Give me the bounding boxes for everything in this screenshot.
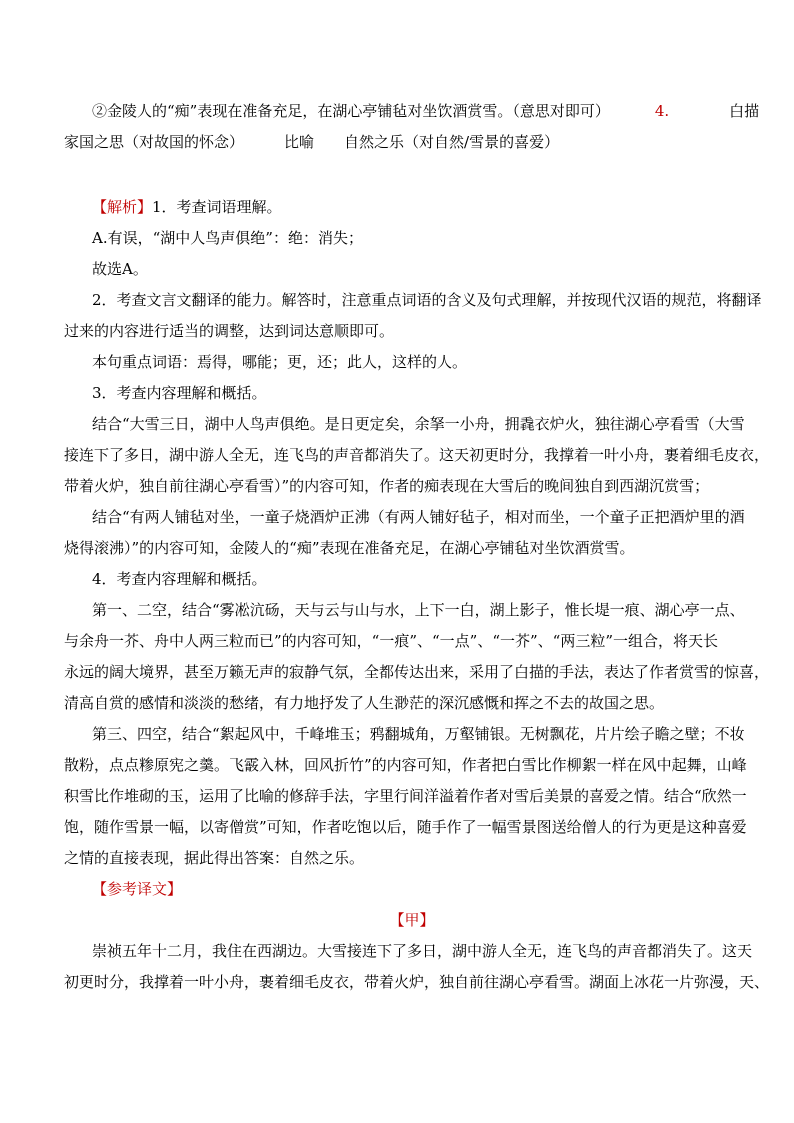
answer-4-blank-2: 家国之思（对故国的怀念） — [64, 133, 245, 151]
analysis-line: 饱，随作雪景一幅，以寄僧赏”可知，作者吃饱以后，随手作了一幅雪景图送给僧人的行为更是这种喜爱 — [64, 818, 747, 836]
analysis-line: 带着火炉，独自前往湖心亭看雪）”的内容可知，作者的痴表现在大雪后的晚间独自到西湖沉赏雪； — [64, 477, 710, 495]
translation-line: 初更时分，我撑着一叶小舟，裹着细毛皮衣，带着火炉，独自前往湖心亭看雪。湖面上冰花一片弥漫，天、 — [64, 973, 770, 991]
analysis-line: 与余舟一芥、舟中人两三粒而已”的内容可知，“一痕”、“一点”、“一芥”、“两三粒”一组合，将天长 — [64, 632, 719, 650]
analysis-line: 永远的阔大境界，甚至万籁无声的寂静气氛，全都传达出来，采用了白描的手法，表达了作者赏雪的惊喜， — [64, 663, 770, 681]
analysis-line: 散粉，点点糁原宪之羹。飞霰入林，回风折竹”的内容可知，作者把白雪比作柳絮一样在风中起舞，山峰 — [64, 756, 747, 774]
analysis-line: 之情的直接表现，据此得出答案：自然之乐。 — [64, 849, 365, 867]
answer-2-text: ②金陵人的“痴”表现在准备充足，在湖心亭铺毡对坐饮酒赏雪。（意思对即可） — [92, 102, 610, 120]
answer-line-3 — [0, 131, 794, 153]
analysis-label: 【解析】 — [92, 198, 153, 216]
analysis-line: 第一、二空，结合“雾凇沆砀，天与云与山与水，上下一白，湖上影子，惟长堤一痕、湖心亭一点、 — [92, 601, 745, 619]
answer-4-blank-1: 白描 — [729, 102, 760, 120]
translation-line: 崇祯五年十二月，我住在西湖边。大雪接连下了多日，湖中游人全无，连飞鸟的声音都消失了。这天 — [92, 942, 753, 960]
analysis-line: 第三、四空，结合“絮起风中，千峰堆玉；鸦翻城角，万壑铺银。无树飘花，片片绘子瞻之壁；不妆 — [92, 725, 745, 743]
analysis-line: 本句重点词语：焉得，哪能；更，还；此人，这样的人。 — [92, 353, 468, 371]
analysis-line: 结合“大雪三日，湖中人鸟声俱绝。是日更定矣，余拏一小舟，拥毳衣炉火，独往湖心亭看雪（大雪 — [92, 415, 745, 433]
analysis-line: 4．考查内容理解和概括。 — [92, 570, 267, 588]
analysis-line: 3．考查内容理解和概括。 — [92, 384, 267, 402]
answer-line-2 — [0, 100, 794, 122]
analysis-line: 过来的内容进行适当的调整，达到词达意顺即可。 — [64, 322, 395, 340]
analysis-line: 结合“有两人铺毡对坐，一童子烧酒炉正沸（有两人铺好毡子，相对而坐，一个童子正把酒炉里的酒 — [92, 508, 745, 526]
question-4-number: 4. — [654, 102, 670, 120]
analysis-heading — [0, 196, 794, 218]
answer-4-blank-4: 自然之乐（对自然/雪景的喜爱） — [344, 133, 560, 151]
translation-part-heading: 【甲】 — [389, 911, 435, 929]
answer-4-blank-3: 比喻 — [284, 133, 315, 151]
analysis-line: 积雪比作堆砌的玉，运用了比喻的修辞手法，字里行间洋溢着作者对雪后美景的喜爱之情。结合“欣然一 — [64, 787, 747, 805]
analysis-line: 2．考查文言文翻译的能力。解答时，注意重点词语的含义及句式理解，并按现代汉语的规范，将翻译 — [92, 291, 762, 309]
analysis-item-1: 1．考查词语理解。 — [152, 198, 282, 216]
analysis-line: 接连下了多日，湖中游人全无，连飞鸟的声音都消失了。这天初更时分，我撑着一叶小舟，裹着细毛皮衣， — [64, 446, 770, 464]
analysis-line: 烧得滚沸）”的内容可知，金陵人的“痴”表现在准备充足，在湖心亭铺毡对坐饮酒赏雪。 — [64, 539, 635, 557]
analysis-line: 清高自赏的感情和淡淡的愁绪，有力地抒发了人生渺茫的深沉感慨和挥之不去的故国之思。 — [64, 694, 665, 712]
analysis-line: A.有误，“湖中人鸟声俱绝”：绝：消失； — [92, 229, 363, 247]
analysis-line: 故选A。 — [92, 260, 148, 278]
translation-label: 【参考译文】 — [92, 880, 183, 898]
